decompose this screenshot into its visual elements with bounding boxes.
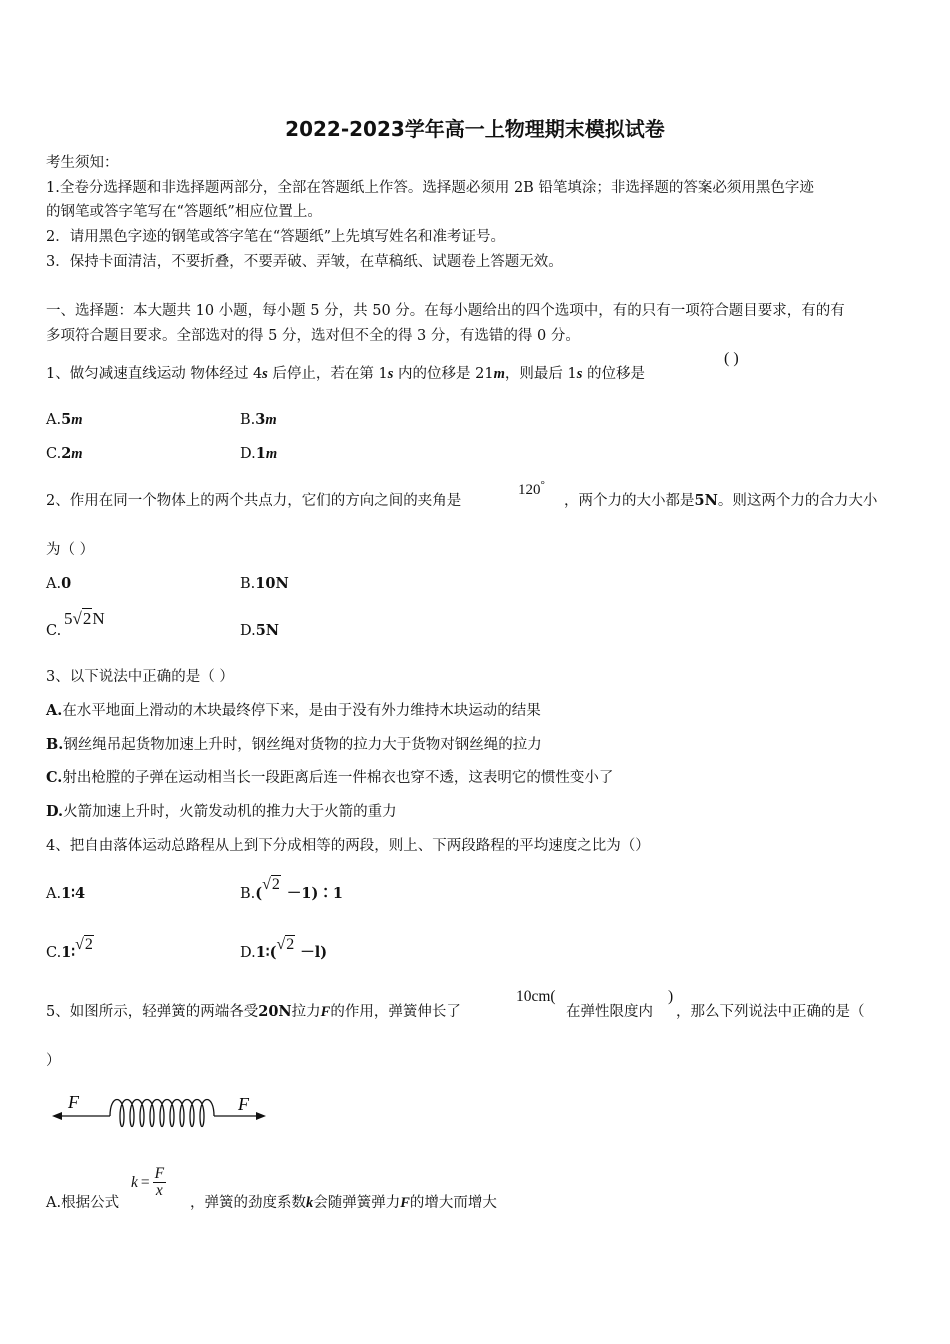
right-arrow-head <box>256 1112 266 1120</box>
q1-option-c[interactable]: C.2m <box>46 445 83 462</box>
exam-title: 2022-2023学年高一上物理期末模拟试卷 <box>285 117 665 141</box>
q1-option-a[interactable]: A.5m <box>46 411 83 428</box>
question-4-stem: 4、把自由落体运动总路程从上到下分成相等的两段，则上、下两段路程的平均速度之比为（） <box>46 838 650 854</box>
section-intro-cont: 多项符合题目要求。全部选对的得 5 分，选对但不全的得 3 分，有选错的得 0 分。 <box>46 328 580 344</box>
q2-option-c[interactable]: C. <box>46 623 62 639</box>
question-1-stem: 1、做匀减速直线运动 物体经过 4s 后停止，若在第 1s 内的位移是 21m，则最后 1s 的位移是 <box>46 366 645 382</box>
notice-item-1-cont: 的钢笔或答字笔写在“答题纸”相应位置上。 <box>46 204 322 220</box>
question-2-stem-a: 2、作用在同一个物体上的两个共点力，它们的方向之间的夹角是 <box>46 493 462 509</box>
section-intro: 一、选择题：本大题共 10 小题，每小题 5 分，共 50 分。在每小题给出的四个选项中，有的只有一项符合题目要求，有的有 <box>46 303 845 319</box>
q2-option-d[interactable]: D.5N <box>240 622 280 639</box>
sqrt-symbol: √2 <box>276 936 295 953</box>
question-5-extension-close: ) <box>668 988 674 1005</box>
question-5-extension: 10cm( <box>516 988 556 1005</box>
q5-option-a-text: ，弹簧的劲度系数k会随弹簧弹力F的增大而增大 <box>190 1195 497 1211</box>
question-5-stem-d: 在弹性限度内 <box>566 1004 653 1020</box>
spring-figure <box>50 1088 272 1132</box>
sqrt-symbol: √2 <box>72 609 92 628</box>
question-5-stem-cont: ） <box>46 1053 61 1069</box>
formula-fraction: $\frac{F}{x}$ <box>154 1165 165 1199</box>
left-arrow-head <box>52 1112 62 1120</box>
q2-option-b[interactable]: B.10N <box>240 575 289 592</box>
q3-option-b[interactable]: B.钢丝绳吊起货物加速上升时，钢丝绳对货物的拉力大于货物对钢丝绳的拉力 <box>46 736 542 753</box>
sqrt-symbol: √2 <box>75 936 93 953</box>
q4-option-c[interactable]: C.1∶√2 <box>46 936 93 961</box>
sqrt-symbol: √2 <box>262 876 280 893</box>
fig-force-right-label: F <box>238 1094 249 1114</box>
question-2-stem-cont: 为（ ） <box>46 542 95 558</box>
question-1-paren: ( ) <box>724 350 739 367</box>
spring-coil <box>110 1100 214 1127</box>
q2-option-c-value: 5√2N <box>64 609 105 628</box>
q4-option-b[interactable]: B.(√2－1)∶1 <box>240 876 343 902</box>
hooke-formula: k = $\frac{F}{x}$ <box>131 1165 165 1199</box>
notice-item-1: 1.全卷分选择题和非选择题两部分，全部在答题纸上作答。选择题必须用 2B 铅笔填涂；非选择题的答案必须用黑色字迹 <box>46 180 814 196</box>
q4-option-d[interactable]: D.1∶(√2 －l) <box>240 936 328 961</box>
question-5-stem-a: 5、如图所示，轻弹簧的两端各受20N拉力F的作用，弹簧伸长了 <box>46 1003 461 1020</box>
notice-heading: 考生须知： <box>46 155 119 171</box>
question-5-stem-e: ，那么下列说法中正确的是（ <box>676 1004 865 1020</box>
q1-option-d[interactable]: D.1m <box>240 445 278 462</box>
q3-option-a[interactable]: A.在水平地面上滑动的木块最终停下来，是由于没有外力维持木块运动的结果 <box>46 702 541 719</box>
fig-force-left-label: F <box>68 1092 79 1112</box>
q3-option-c[interactable]: C.射出枪膛的子弹在运动相当长一段距离后连一件棉衣也穿不透，这表明它的惯性变小了 <box>46 769 614 786</box>
q2-option-a[interactable]: A.0 <box>46 575 72 592</box>
q3-option-d[interactable]: D.火箭加速上升时，火箭发动机的推力大于火箭的重力 <box>46 803 397 820</box>
notice-item-2: 2．请用黑色字迹的钢笔或答字笔在“答题纸”上先填写姓名和准考证号。 <box>46 229 506 245</box>
question-2-stem-b: ，两个力的大小都是5N。则这两个力的合力大小 <box>564 492 878 509</box>
question-3-stem: 3、以下说法中正确的是（ ） <box>46 669 234 685</box>
q1-option-b[interactable]: B.3m <box>240 411 277 428</box>
q4-option-a[interactable]: A.1∶4 <box>46 885 86 902</box>
question-2-angle: 120° <box>518 479 545 498</box>
notice-item-3: 3．保持卡面清洁，不要折叠，不要弄破、弄皱，在草稿纸、试题卷上答题无效。 <box>46 254 563 270</box>
q5-option-a[interactable]: A.根据公式 <box>46 1195 120 1211</box>
